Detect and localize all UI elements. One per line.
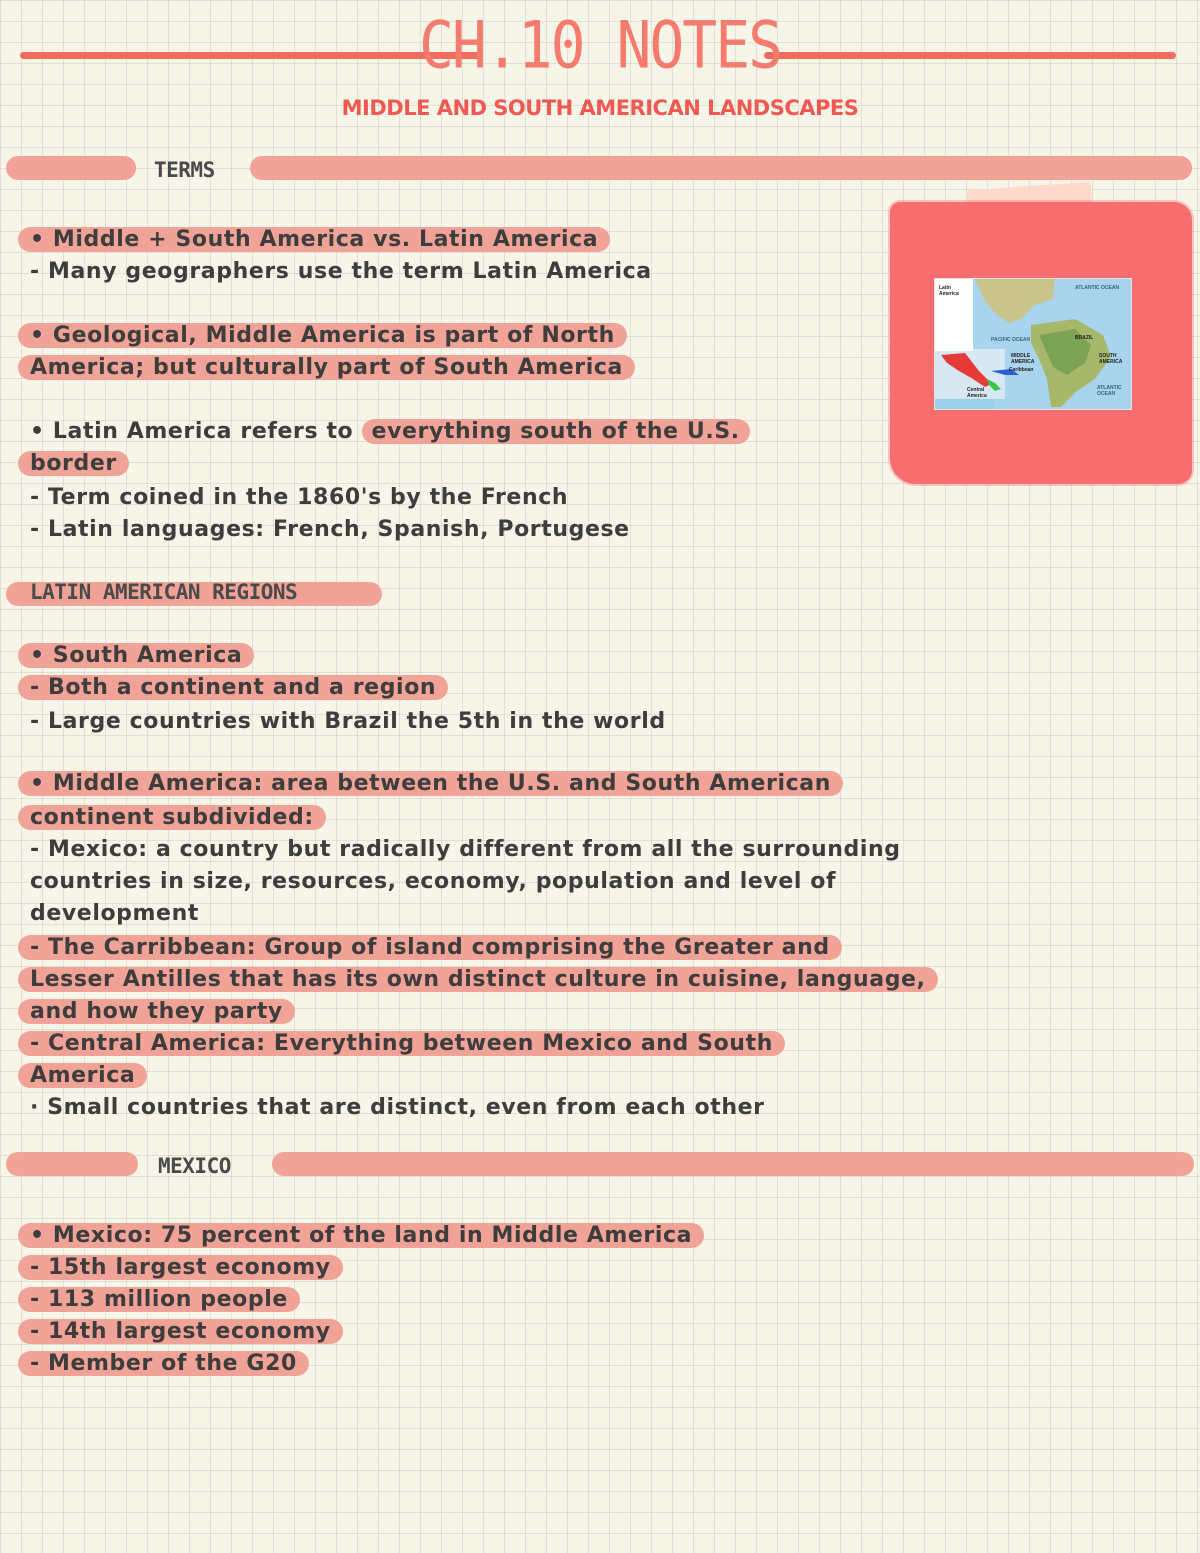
note-line: - The Carribbean: Group of island comprising the Greater and: [30, 934, 842, 962]
note-line: • South America: [30, 642, 254, 670]
page-title: CH.10 NOTES: [418, 6, 782, 84]
map-label-pacific: PACIFIC OCEAN: [991, 337, 1031, 343]
note-line: America; but culturally part of South America: [30, 354, 635, 382]
map-label-south-america: SOUTH AMERICA: [1099, 353, 1123, 365]
note-line: - Many geographers use the term Latin America: [30, 259, 652, 284]
note-line: - Both a continent and a region: [30, 674, 448, 702]
terms-bar-left: [6, 156, 136, 180]
note-line: • Latin America refers to everything south of the U.S.: [30, 418, 750, 446]
note-line: - Large countries with Brazil the 5th in the world: [30, 709, 666, 734]
mexico-bar-right: [272, 1152, 1194, 1176]
note-line: • Geological, Middle America is part of North: [30, 322, 627, 350]
map-label-middle-america: MIDDLE AMERICA: [1011, 353, 1035, 365]
note-line: border: [30, 450, 129, 478]
note-line: - Mexico: a country but radically different from all the surrounding: [30, 837, 901, 862]
note-line: and how they party: [30, 998, 295, 1026]
note-line: - 14th largest economy: [30, 1318, 343, 1346]
map-label-atlantic-right: ATLANTIC OCEAN: [1097, 385, 1122, 397]
terms-bar-right: [250, 156, 1192, 180]
note-line: • Middle America: area between the U.S. and South American: [30, 770, 843, 798]
note-line: - Latin languages: French, Spanish, Portugese: [30, 517, 630, 542]
note-line: • Middle + South America vs. Latin America: [30, 226, 610, 254]
section-heading-terms: TERMS: [154, 158, 215, 182]
map-label-atlantic-top: ATLANTIC OCEAN: [1075, 285, 1120, 291]
map-label-brazil: BRAZIL: [1075, 335, 1094, 341]
map-legend-title: Latin America: [939, 285, 959, 297]
map-label-caribbean: Caribbean: [1009, 367, 1034, 373]
map-label-central-america: Central America: [967, 387, 987, 399]
note-line: - Central America: Everything between Mexico and South: [30, 1030, 785, 1058]
section-heading-regions: LATIN AMERICAN REGIONS: [30, 580, 298, 604]
note-line: continent subdivided:: [30, 804, 326, 832]
latin-america-map: [934, 278, 1132, 410]
note-line: · Small countries that are distinct, even from each other: [30, 1095, 765, 1120]
note-line: countries in size, resources, economy, population and level of: [30, 869, 837, 894]
note-line: • Mexico: 75 percent of the land in Middle America: [30, 1222, 704, 1250]
note-line: Lesser Antilles that has its own distinct culture in cuisine, language,: [30, 966, 938, 994]
note-line: America: [30, 1062, 147, 1090]
note-line: - 113 million people: [30, 1286, 300, 1314]
note-line: development: [30, 901, 199, 926]
mexico-bar-left: [6, 1152, 138, 1176]
page-subtitle: MIDDLE AND SOUTH AMERICAN LANDSCAPES: [341, 96, 859, 120]
note-line: - Member of the G20: [30, 1350, 309, 1378]
note-line: - Term coined in the 1860's by the French: [30, 485, 569, 510]
note-line: - 15th largest economy: [30, 1254, 343, 1282]
section-heading-mexico: MEXICO: [158, 1154, 231, 1178]
